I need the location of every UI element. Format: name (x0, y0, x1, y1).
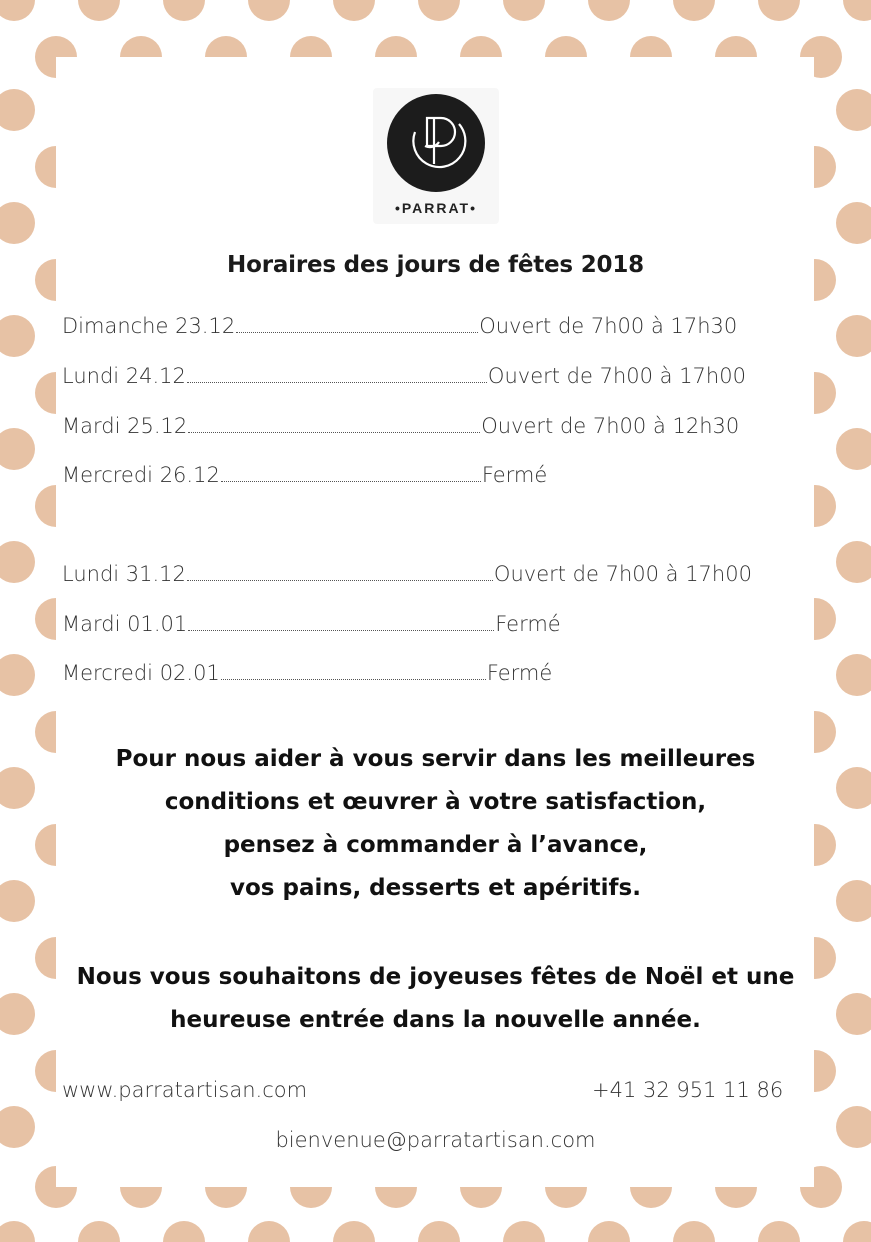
schedule-day: Mardi 25.12 (62, 414, 188, 438)
border-dot (248, 0, 290, 21)
message-line: Pour nous aider à vous servir dans les meilleures (115, 746, 756, 772)
logo-wordmark: •PARRAT• (394, 200, 478, 216)
border-dot (0, 541, 35, 583)
border-dot (163, 0, 205, 21)
schedule-hours: Fermé (486, 661, 553, 685)
holiday-wishes (0, 956, 871, 1042)
dot-leader (221, 663, 486, 680)
email-link[interactable]: bienvenue@parratartisan.com (275, 1128, 596, 1152)
border-dot (843, 1221, 871, 1242)
schedule-row (62, 562, 782, 596)
border-dot (0, 315, 35, 357)
message-line: conditions et œuvrer à votre satisfaction, (164, 789, 707, 815)
wishes-line: heureuse entrée dans la nouvelle année. (170, 1007, 701, 1033)
border-dot (0, 1221, 35, 1242)
border-dot (836, 541, 871, 583)
border-dot (758, 0, 800, 21)
border-dot (0, 654, 35, 696)
message-line: pensez à commander à l’avance, (223, 832, 648, 858)
border-dot (248, 1221, 290, 1242)
border-dot (78, 0, 120, 21)
border-dot (843, 0, 871, 21)
schedule-day: Mercredi 02.01 (62, 661, 220, 685)
order-ahead-message (0, 738, 871, 910)
border-dot (836, 202, 871, 244)
border-dot (588, 0, 630, 21)
page-title: Horaires des jours de fêtes 2018 (227, 252, 644, 278)
border-dot (0, 428, 35, 470)
border-dot (836, 89, 871, 131)
parrat-monogram-logo-icon (385, 92, 487, 194)
border-dot (588, 1221, 630, 1242)
dot-leader (188, 614, 494, 631)
schedule-row (62, 414, 782, 448)
schedule-hours: Ouvert de 7h00 à 12h30 (481, 414, 740, 438)
border-dot (0, 0, 35, 21)
schedule-day: Lundi 31.12 (62, 562, 186, 586)
schedule-row (62, 463, 782, 497)
message-line: vos pains, desserts et apéritifs. (230, 875, 641, 901)
border-dot (836, 654, 871, 696)
dot-leader (187, 366, 487, 383)
border-dot (503, 1221, 545, 1242)
border-dot (333, 0, 375, 21)
wishes-line: Nous vous souhaitons de joyeuses fêtes de Noël et une (76, 964, 795, 990)
dot-leader (188, 416, 480, 433)
schedule-row (62, 364, 782, 398)
schedule-day: Mercredi 26.12 (62, 463, 220, 487)
border-dot (836, 428, 871, 470)
border-dot (418, 0, 460, 21)
phone-number[interactable]: +41 32 951 11 86 (592, 1078, 784, 1102)
website-link[interactable]: www.parratartisan.com (62, 1078, 308, 1102)
border-dot (163, 1221, 205, 1242)
schedule-hours: Fermé (495, 612, 561, 636)
border-dot (0, 89, 35, 131)
border-dot (503, 0, 545, 21)
border-dot (0, 202, 35, 244)
schedule-day: Mardi 01.01 (62, 612, 188, 636)
border-dot (758, 1221, 800, 1242)
border-dot (333, 1221, 375, 1242)
parrat-logo (373, 88, 499, 224)
schedule-hours: Fermé (481, 463, 548, 487)
schedule-hours: Ouvert de 7h00 à 17h00 (487, 364, 746, 388)
border-dot (673, 0, 715, 21)
dot-leader (236, 316, 478, 333)
border-dot (836, 315, 871, 357)
border-dot (78, 1221, 120, 1242)
schedule-row (62, 314, 782, 348)
border-dot (418, 1221, 460, 1242)
dot-leader (187, 564, 493, 581)
schedule-hours: Ouvert de 7h00 à 17h00 (493, 562, 752, 586)
border-dot (673, 1221, 715, 1242)
schedule-day: Dimanche 23.12 (62, 314, 236, 338)
schedule-day: Lundi 24.12 (62, 364, 186, 388)
schedule-row (62, 612, 782, 646)
dot-leader (221, 465, 481, 482)
schedule-row (62, 661, 782, 695)
schedule-hours: Ouvert de 7h00 à 17h30 (479, 314, 738, 338)
